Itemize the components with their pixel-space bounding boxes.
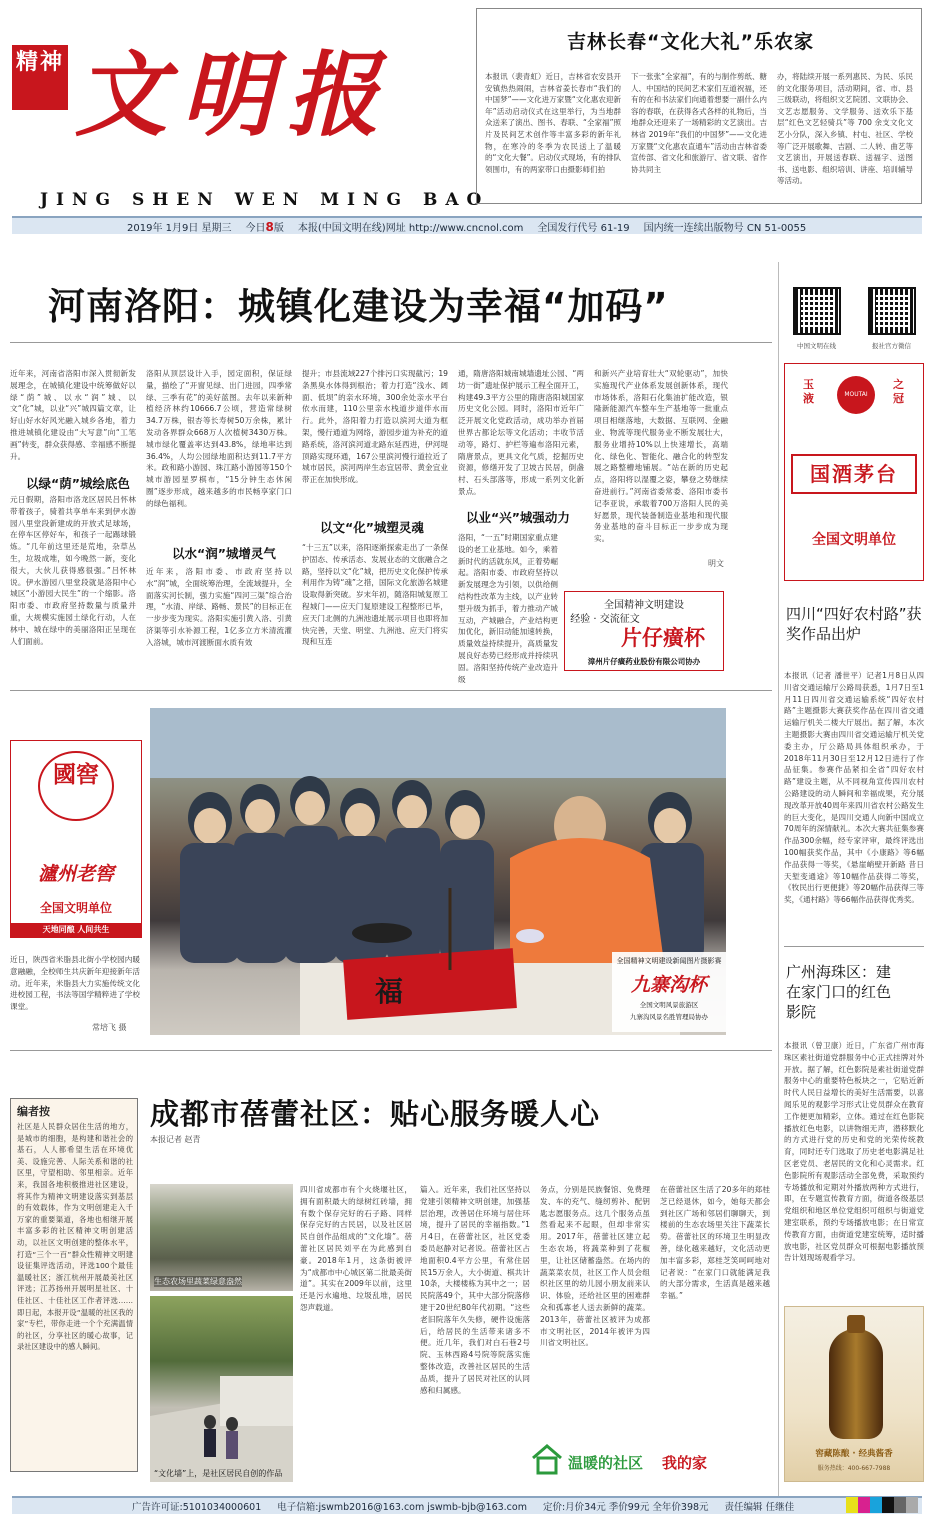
- guojiao-brand: 瀘州老窖: [37, 863, 114, 885]
- bottle-icon: [829, 1329, 883, 1439]
- art1-subhead1: 以绿“荫”城绘底色: [26, 476, 130, 491]
- byline: 本报记者 赵青: [150, 1135, 201, 1144]
- footer-bar: [12, 1496, 922, 1514]
- moutai-logo-icon: MOUTAI: [837, 376, 875, 414]
- calligraphy-photo: [150, 708, 726, 1035]
- photo-contest-brand: 九寨沟杯: [630, 974, 707, 996]
- top-right-title: 吉林长春“文化大礼”乐农家: [567, 31, 814, 53]
- website[interactable]: 本报(中国文明在线)网址 http://www.cncnol.com: [297, 222, 524, 234]
- page-count: 今日8版: [245, 219, 284, 234]
- story-guangzhou-body: 本报讯（曾卫康）近日，广东省广州市海珠区素社街道党群服务中心正式挂牌对外开放。据了解，红色影院是素社街道党群服务中心的重要特色板块之一，它贴近新时代人民日益增长的美好生活需要，以喜闻乐见的观影学习形式让党员群众在教育工作便更加精彩，立体。通过在红色影院播放红色电影，以讲物细无声，潜移默化的方式进行党的历史和党的光荣传统教育，同时还专门选取了历史老电影满足社区老党员、老居民的文化和心灵需求。红色影院所有观影活动全部免费，采取预约专场播放和定期对外播放两种方式进行，即，在专题宣传教育方面，街道各级基层党组织和地区单位党组织可组织与街道党建室联系，预约专场播放电影；在日常宣传教育方面，由街道党建室统筹，适时播放电影，社区党员群众可根据电影播放预告计划现场观看学习。: [784, 1041, 924, 1263]
- guojiao-bar: 天地同酿 人间共生: [11, 923, 141, 937]
- ad-license: 广告许可证:5101034000601: [132, 1502, 262, 1513]
- art1-col2: 洛阳从顶层设计入手，园定面积，保证绿量，描绘了“开窗见绿、出门进园，四季常绿、三季有花”的美好蓝图。去年以来新种植经济林约10666.7公顷，营造常绿树34.7万株，银杏等长寿树50万余株，累计发动各界群众668万人次植树3430万株。城市绿化覆盖率达到43.8%，绿地率达到36.4%，人均公园绿地面积达到11.7平方米。政和路小游园、珠江路小游园等150个城市游园星罗棋布，“15分钟生态休闲圈”逐步形成，越来越多的市民畅享家门口的绿色福利。: [146, 369, 292, 508]
- color-swatch: [894, 1497, 906, 1513]
- color-swatch: [858, 1497, 870, 1513]
- story-guangzhou-title: 广州海珠区：建在家门口的红色影院: [786, 963, 892, 1021]
- price: 定价:月价34元 季价99元 全年价398元: [542, 1502, 709, 1513]
- photo-sponsor1: 全国文明风景旅游区: [639, 1001, 699, 1009]
- promo-brand: 片仔癀杯: [621, 625, 705, 650]
- culture-wall-caption: “文化墙”上，是社区居民自创的作品: [154, 1469, 283, 1478]
- publication-number: 国内统一连续出版物号 CN 51-0055: [643, 222, 807, 234]
- responsible-editor: 责任编辑 任继佳: [724, 1502, 795, 1513]
- color-swatch: [906, 1497, 918, 1513]
- divider: [784, 946, 924, 947]
- info-bar: [12, 216, 922, 234]
- qr-code-icon[interactable]: [793, 287, 841, 335]
- eco-farm-caption: 生态农场里蔬菜绿意盎然: [154, 1277, 242, 1286]
- guojiao-seal-icon: 國窖: [38, 751, 114, 821]
- qr-label: 中国文明在线: [797, 342, 836, 350]
- color-swatch: [870, 1497, 882, 1513]
- art2-col3: 务点，分别是民族餐馆、免费理发、车的充气、缝纫剪补、配钥匙志愿服务点。这几个服务点虽然看起来不起眼，但却非常实用。2017年，蓓蕾社区建立起生态农场，将蔬菜种到了花椒里，让社区储蓄盎然。在场内的蔬菜菜农员，社区工作人员会组织社区里的幼儿园小朋友前来认识、体验，还给社区里的困难群众和孤寡老人送去新鲜的蔬菜。2013年，蓓蕾社区被评为成都市文明社区，2014年被评为四川省文明社区。: [540, 1185, 650, 1348]
- photo-caption: 近日，陕西省米脂县北街小学校园内暖意融融，全校师生共庆新年迎接新年活动。近年来，米脂县大力实施传统文化进校园工程，书法等国学精粹进了学校课堂。: [10, 955, 140, 1012]
- editor-note-title: 编者按: [17, 1105, 50, 1118]
- divider: [10, 690, 772, 691]
- distribution-code: 全国发行代号 61-19: [537, 222, 630, 234]
- issue-date: 2019年 1月9日 星期三: [127, 222, 232, 234]
- eco-farm-photo: [150, 1184, 293, 1291]
- moutai-ad: [784, 363, 924, 581]
- top-right-col2: 下一张张“全家福”，有的与制作剪纸、糖人、中国结的民间艺术家们互道祝福，还有的在和书法家们向通着想要一副什么内容的春联，在获得各式各样的礼物后，当地群众还迎来了一场精彩的文艺演出。吉林省 2019年“我们的中国梦”——文化进万家暨“文化惠农直通车”活动由吉林省委宣传部、省文化和旅游厅、省文联、省作协共同主: [631, 72, 767, 174]
- art1-col1b: 元日假期，洛阳市洛龙区居民吕怀林带着孩子，骑着共享单车来到伊水游园八里堂段新建成的开放式足球场，在停车区停好车，和孩子一起踢球锻炼。“几年前这里还是荒地，杂草丛生，垃圾成堆，如今晚然一新，变化很大，大伙儿获得感很强。”吕怀林说。伊水游园八里堂段就是洛阳中心城区“小游园大民生”的一个缩影。洛阳市委、市政府坚持数量与质量并重，大规模实施园土绿化行动，人在林中、城在绿中的美丽洛阳正呈现在人们面前。: [10, 495, 136, 646]
- art1-subhead3: 以文“化”城塑灵魂: [320, 520, 424, 535]
- column-logo: [530, 1440, 726, 1480]
- art1-col5: 和新兴产业培育壮大“双轮驱动”，加快实施现代产业体系发展创新体系，现代市场体系，洛阳石化集油扩能改造，银隆新能源汽车整车生产基地等一批重点项目相继落地，大数据、互联网、金融业、物流等现代服务业不断发展壮大，服务业增持10%以上快速增长，高端化、绿色化、智能化、融合化的转型发展之路整槽地铺展。“站在新的历史起点，洛阳将以湿覆之姿，攀登之势继续奋进前行。”河南省委常委、洛阳市委书记李亚说，承载着700万洛阳人民的美好愿景，现代装备制造业基地和现代服务业基地的奋斗目标正一步步成为现实。: [594, 369, 728, 544]
- calligraphy-character: 福: [375, 975, 404, 1008]
- jiuzhaigou-promo: [612, 952, 726, 1032]
- qr-label: 报社官方微信: [872, 342, 911, 350]
- liquor-ad-slogan: 窖藏陈酿 · 经典酱香: [815, 1449, 893, 1459]
- liquor-ad: [784, 1306, 924, 1482]
- art1-author: 明文: [708, 559, 724, 568]
- art1-col4: 通，隋唐洛阳城南城墙遗址公园、“两坊一街”遗址保护展示工程全面开工，构建49.3平方公里的隋唐洛阳城国家历史文化公园。同时，洛阳市近年广泛开展文化党政活动，成功举办首届世界古都论坛等文化活动；丰收节活动等，路灯、护栏等遍布洛阳元素，隋唐景点，更具文化气质，挖掘历史资源，修缮开发了卫坡古民居，倒盏村、石头部落等，形成一系列文化新景点。: [458, 369, 584, 496]
- column-divider: [778, 262, 779, 1502]
- top-right-article: [476, 8, 922, 204]
- qr-code-icon[interactable]: [868, 287, 916, 335]
- promo-company: 漳州片仔癀药业股份有限公司协办: [587, 657, 701, 666]
- masthead-pinyin: JING SHEN WEN MING BAO: [40, 190, 490, 210]
- color-swatch: [846, 1497, 858, 1513]
- art1-col3: 提升；市县流域227个排污口实现截污；19条黑臭水体得到根治；着力打造“浅水、阔面、低坝”的亲水环境，300余处亲水平台依水而建，110公里亲水栈道步道伴水而行。此外，洛阳着力打造以滨河大道为框架，慢行通道为网络，游园步道为补充的道路系统，洛河滨河道北路东延西进，伊河堤顶路实现环通，167公里滨河慢行道拉近了城市居民，滨河两岸生态宜居带、黄金宜业带正在加快形成。: [302, 369, 448, 485]
- color-swatch: [882, 1497, 894, 1513]
- house-icon: [530, 1442, 564, 1476]
- pianzaihuang-promo: [564, 591, 724, 671]
- editor-note: [10, 1098, 138, 1472]
- art1-subhead2: 以水“润”城增灵气: [172, 546, 276, 561]
- headline-chengdu: 成都市蓓蕾社区：贴心服务暖人心: [150, 1097, 601, 1131]
- culture-wall-photo: [150, 1296, 293, 1482]
- moutai-name: 国酒茅台: [791, 454, 917, 494]
- column-logo-part1: 温暖的社区: [568, 1454, 644, 1472]
- moutai-slogan: 全国文明单位: [812, 532, 896, 548]
- story-sichuan-body: 本报讯（记者 潘世平）记者1月8日从四川省交通运输厅公路局获悉，1月7日至1月11日四川省交通运输系统“四好农村路”主题摄影大赛获奖作品在四川省交通运输厅机关二楼大厅展出。据了解，本次主题摄影大赛由四川省交通运输厅机关党委主办，厅公路局具体组织承办，于2018年11月30日至12月12日进行了作品征集。参赛作品紧扣全省“四好农村路”建设主题，从不同视角宣传四川农村公路建设的动人瞬间和幸福成果，充分展现改革开放40周年来四川省农村公路发生的巨大变化，是四川交通人向新中国成立70周年的深情献礼。本次大赛共征集参赛作品300余幅，经专家评审，最终评选出100幅获奖作品，其中《小康路》等6幅作品获得一等奖，《悬崖峭壁开新路 昔日天堑变通途》等10幅作品获得二等奖，《牧民出行更便捷》等20幅作品获得三等奖，《通村路》等66幅作品获得优秀奖。: [784, 671, 924, 905]
- promo-line1: 全国精神文明建设: [604, 600, 684, 611]
- divider: [10, 342, 772, 343]
- masthead-seal: 精神: [12, 45, 68, 110]
- art1-col3b: “十三五”以来，洛阳逐渐探索走出了一条保护固态、传承活态、发展业态的文旅融合之路，坚持以文“化”城，把历史文化保护传承利用作为铸“魂”之措，国际文化旅游名城建设取得新突破。岁末年初，随洛阳城复原工程城门——应天门复原建设工程整形已毕，应天门北侧的九洲池遗址展示项目也即将加快完善，天堂、明堂、九洲池、应天门将实现和互连: [302, 543, 448, 647]
- column-logo-part2: 我的家: [662, 1454, 708, 1472]
- promo-line2: 经验 · 交流征文: [570, 614, 640, 625]
- editor-note-text: 社区是人民群众居住生活的地方，是城市的细胞，是构建和谐社会的基石，人人都希望生活在环境优美、设施完善、人际关系和谐的社区里，守望相助、邻里相亲。近年来，我国各地积极推进社区建设，将其作为精神文明建设落实到基层的有效载体，作为文明创建走入千万家的重要渠道，各地也相继开展丰富多彩的社区精神文明创建活动，以社区文明创建的整体水平，打造“三个一百”群众性精神文明建设征集评选活动，评选100个最佳温暖社区；浙江杭州开展最美社区评选；江苏扬州开展明星社区、十佳社区、十佳社区工作者评选……即日起，本报开设“温暖的社区我的家”专栏，带你走进一个个充满温情的社区，分享社区的暖心故事，记录社区建设中的感人瞬间。: [17, 1122, 133, 1352]
- moutai-right: 之冠: [893, 378, 904, 405]
- moutai-left: 玉液: [803, 378, 814, 405]
- photo-scene: [150, 1296, 293, 1482]
- photo-credit: 常培飞 摄: [92, 1023, 127, 1032]
- art1-col1: 近年来，河南省洛阳市深入贯彻新发展理念，在城镇化建设中统筹做好以绿“荫”城、以水“润”城、以文“化”城，以业“兴”城四篇文章，让好山好水好风光融入城乡各地，着力推进城镇化建设由“大写意”向“工笔画”转变，群众获得感、幸福感不断提升。: [10, 369, 136, 461]
- art2-col1: 四川省成都市有个火烧堰社区，拥有面积最大的绿树红砖墙，拥有数个保存完好的石子路、同样保存完好的古民居，以及社区居民自创作品组成的“文化墙”。蓓蕾社区居民刘平在为此感到自豪。2018年1月，这条街被评为“成都市中心城区第二批最美街道”。其实在2009年以前，这里还是污水遍地、垃圾乱堆，居民怨声载道。: [300, 1185, 412, 1312]
- masthead-title: 文明报: [75, 41, 394, 149]
- email[interactable]: 电子信箱:jswmb2016@163.com jswmb-bjb@163.com: [277, 1502, 527, 1513]
- art2-col4: 在蓓蕾社区生活了20多年的郑桂芝已经退休，如今，她每天都会到社区广场和邻居们聊聊天，到楼前的生态农场里关注下蔬菜长势。蓓蕾社区的环境卫生明显改善，绿化越来越好，文化活动更加丰富多彩，郑桂芝笑呵呵地对记者说：“在家门口就能满足我的大部分需求，生活真是越来越幸福。”: [660, 1185, 770, 1301]
- art1-col2b: 近年来，洛阳市委、市政府坚持以水“润”城，全面统筹治理，全流域提升，全面落实河长制，强力实施“四河三渠”综合治理，“水清、岸绿、路畅、景民”的目标正在一步步变为现实。洛阳实施引黄入洛、引黄济渠等引水补源工程，1亿多立方米清流灌入洛城，城市河渡断面水质有效: [146, 567, 292, 647]
- art2-col2: 篇入。近年来，我们社区坚持以党建引领精神文明创建，加强基层治理，改善居住环境与居住环境，提升了居民的幸福指数。”1月4日，在蓓蕾社区，社区党委委员赵静对记者说。蓓蕾社区占地面积0.4平方公里，有常住居民15万余人，大小街道、棋共计10条，大楼楼栋为其中之一；居民院落49个，其中大部分院落修建于20世纪80年代初期。“这些老旧院落年久失修，硬件设施落后，给居民的生活带来诸多不便。近几年，我们对白石巷2号院、玉林西路4号院等院落实施整体改造，改善社区居民的生活品质，提升了居民对社区的认同感和归属感。: [420, 1185, 530, 1395]
- guojiao-slogan: 全国文明单位: [39, 901, 112, 915]
- photo-contest-title: 全国精神文明建设新闻图片摄影赛: [616, 957, 722, 965]
- art1-col4b: 洛阳，“一五”时期国家重点建设的老工业基地。如今，乘着新时代的活就东风，正着势崛起。洛阳市委、市政府坚持以新发展理念为引领，以供给侧结构性改革为主线，以产业转型升级为抓手，着力推动产城互动，产城融合，产业结构更加优化，新旧动能加速转换，质量效益持续提升，高质量发展良好态势已经形成并持续巩固。洛阳坚持传统产业改造升级: [458, 533, 558, 684]
- headline-luoyang: 河南洛阳：城镇化建设为幸福“加码”: [48, 285, 669, 328]
- liquor-ad-hotline: 服务热线：400-667-7988: [817, 1465, 891, 1472]
- art1-subhead4: 以业“兴”城强动力: [466, 510, 570, 525]
- photo-sponsor2: 九寨沟风景名胜管理局协办: [630, 1013, 708, 1021]
- top-right-col1: 本报讯（裴青虹）近日，吉林省农安县开安镇热热闹闹，吉林省姜长春市“我们的中国梦”——文化进万家暨“文化惠农迎新年”活动启动仪式在这里举行，为当地群众送来了演出、图书、春联、“全家福”照片及民间艺术创作等丰富多彩的新年礼物，在寒冷的冬季为农民送上了温暖的“文化大餐”。启动仪式现场，有的排队领围巾，有的两家带口由摄影师们拍: [485, 72, 621, 174]
- luzhou-laojiao-ad: [10, 740, 142, 938]
- story-sichuan-title: 四川“四好农村路”获奖作品出炉: [786, 605, 922, 643]
- divider: [10, 1050, 772, 1051]
- top-right-col3: 办，将陆续开展一系列惠民、为民、乐民的文化服务项目，活动期间，省、市、县三级联动，将组织文艺院团、文联协会、文艺志愿服务、文学服务、送欢乐下基层“红色文艺轻骑兵”等 700 余支文化文艺小分队，深入乡镇、村屯、社区、学校等广泛开展歌舞、吉剧、二人转、曲艺等文艺演出，开展送春联、送福字、送图书、送电影、组织培训、讲座、培训辅导等活动。: [777, 72, 913, 186]
